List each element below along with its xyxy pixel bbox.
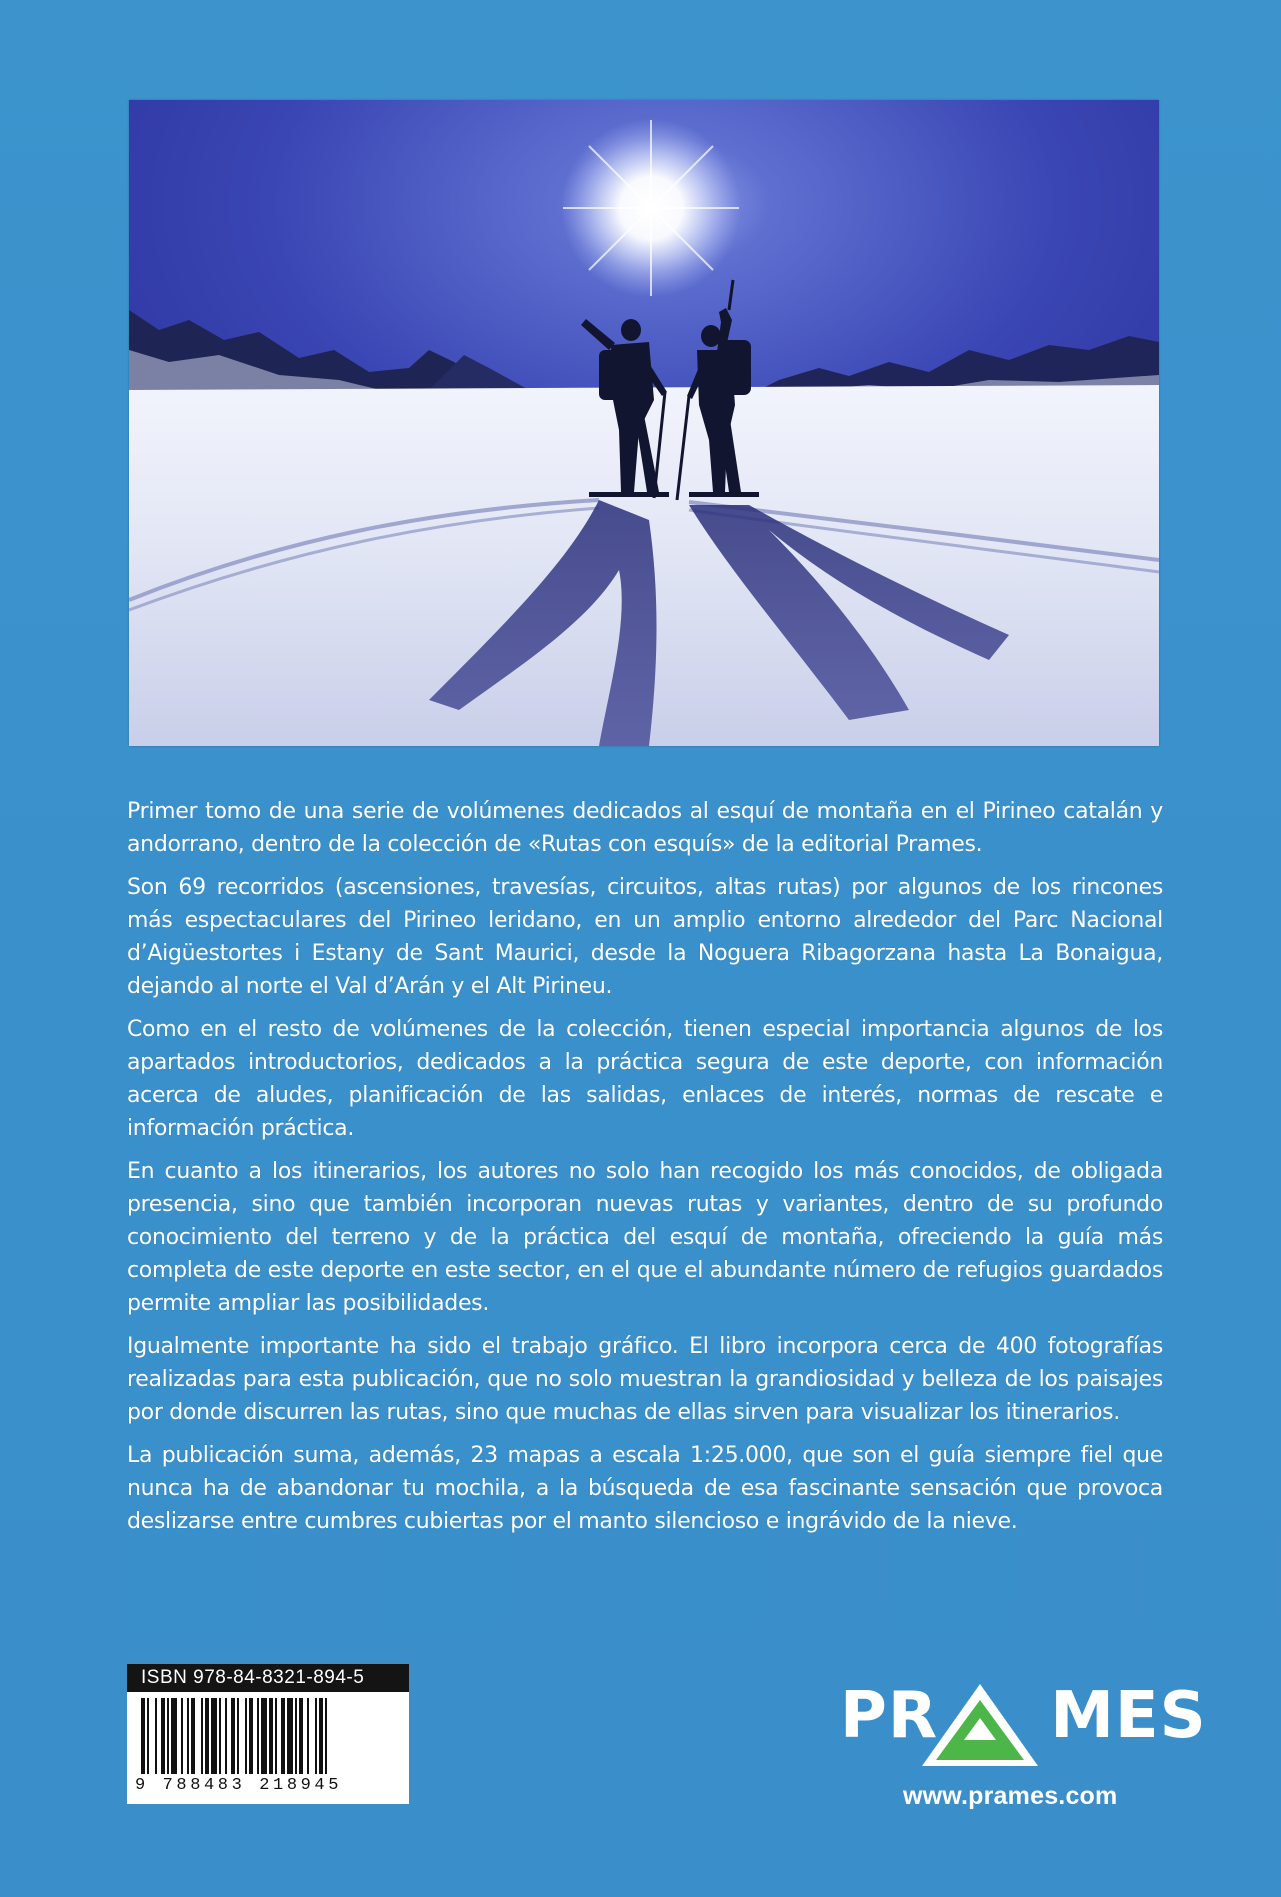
publisher-website: www.prames.com	[903, 1782, 1118, 1810]
barcode-bar	[261, 1698, 267, 1774]
barcode-bar	[257, 1698, 259, 1774]
isbn-label: ISBN 978-84-8321-894-5	[127, 1664, 409, 1692]
logo-text-left: PR	[840, 1679, 939, 1753]
barcode-bar	[171, 1698, 177, 1774]
description-paragraph-4: En cuanto a los itinerarios, los autores no solo han recogido los más conocidos, de obligada presencia, sino que también incorporan nuevas rutas y variantes, dentro de su profundo conocimiento del terreno y de la práctica del esquí de montaña, ofreciendo la guía más completa de este deporte en este sector, en el que el abundante número de refugios guardados permite ampliar las posibilidades.	[127, 1159, 1163, 1316]
barcode-bar	[275, 1698, 277, 1774]
logo-text-right: MES	[1050, 1679, 1207, 1753]
barcode-bar	[201, 1698, 203, 1774]
barcode-bar	[219, 1698, 221, 1774]
barcode-bar	[307, 1698, 309, 1774]
publisher-logo	[840, 1676, 1207, 1772]
mountain-skiers-photo	[129, 100, 1159, 746]
barcode-digits: 9 788483 218945	[135, 1776, 343, 1795]
description-text	[127, 795, 1163, 1548]
description-paragraph-2: Son 69 recorridos (ascensiones, travesías, circuitos, altas rutas) por algunos de los rincones más espectaculares del Pirineo leridano, en un amplio entorno alrededor del Parc Nacional d’Aigüestortes i Estany de Sant Maurici, desde la Noguera Ribagorzana hasta La Bonaigua, dejando al norte el Val d’Arán y el Alt Pirineu.	[127, 875, 1163, 999]
description-paragraph-3: Como en el resto de volúmenes de la colección, tienen especial importancia algunos de los apartados introductorios, dedicados a la práctica segura de este deporte, con información acerca de aludes, planificación de las salidas, enlaces de interés, normas de rescate e información práctica.	[127, 1017, 1163, 1141]
barcode-bar	[249, 1698, 253, 1774]
barcode-bar	[205, 1698, 209, 1774]
barcode-bar	[181, 1698, 183, 1774]
barcode-bar	[295, 1698, 297, 1774]
mountain-triangle-icon	[920, 1680, 1040, 1770]
barcode-block	[127, 1664, 409, 1804]
barcode-bar	[141, 1698, 145, 1774]
barcode-bar	[287, 1698, 293, 1774]
barcode-bar	[187, 1698, 189, 1774]
barcode-bar	[315, 1698, 317, 1774]
description-paragraph-6: La publicación suma, además, 23 mapas a escala 1:25.000, que son el guía siempre fiel que nunca ha de abandonar tu mochila, a la búsqueda de esa fascinante sensación que provoca deslizarse entre cumbres cubiertas por el manto silencioso e ingrávido de la nieve.	[127, 1443, 1163, 1534]
description-paragraph-1: Primer tomo de una serie de volúmenes dedicados al esquí de montaña en el Pirineo catalán y andorrano, dentro de la colección de «Rutas con esquís» de la editorial Prames.	[127, 799, 1163, 857]
barcode-bar	[161, 1698, 165, 1774]
cover-photo	[129, 100, 1159, 746]
barcode-bar	[281, 1698, 285, 1774]
barcode-bar	[325, 1698, 327, 1774]
barcode-bar	[225, 1698, 227, 1774]
barcode-bar	[237, 1698, 239, 1774]
barcode-bar	[211, 1698, 217, 1774]
barcode-bar	[231, 1698, 235, 1774]
barcode-bar	[299, 1698, 303, 1774]
barcode-bar	[155, 1698, 157, 1774]
barcode-icon	[139, 1698, 397, 1774]
description-paragraph-5: Igualmente importante ha sido el trabajo gráfico. El libro incorpora cerca de 400 fotografías realizadas para esta publicación, que no solo muestran la grandiosidad y belleza de los paisajes por donde discurren las rutas, sino que muchas de ellas sirven para visualizar los itinerarios.	[127, 1334, 1163, 1425]
barcode-bar	[191, 1698, 195, 1774]
barcode-bar	[167, 1698, 169, 1774]
barcode-bar	[245, 1698, 247, 1774]
barcode-bar	[269, 1698, 273, 1774]
barcode-bar	[319, 1698, 323, 1774]
barcode-bar	[147, 1698, 149, 1774]
